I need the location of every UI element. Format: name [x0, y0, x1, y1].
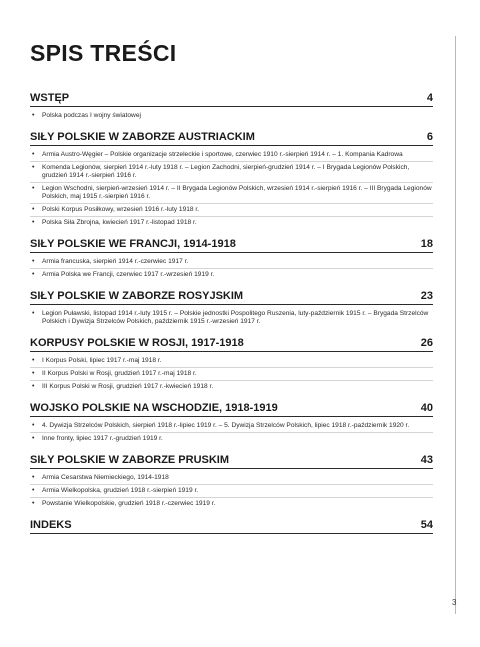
- list-item-text: Armia francuska, sierpień 1914 r.-czerwiec 1917 r.: [42, 258, 189, 265]
- section-heading: INDEKS: [30, 519, 72, 531]
- list-item: [30, 269, 433, 281]
- list-item: [30, 183, 433, 204]
- section-heading-row: [30, 238, 433, 253]
- list-item-text: Armia Cesarstwa Niemieckiego, 1914-1918: [42, 474, 169, 481]
- section-page-number: 54: [420, 519, 433, 531]
- section-heading: SIŁY POLSKIE W ZABORZE ROSYJSKIM: [30, 290, 244, 302]
- list-item: [30, 498, 433, 510]
- toc-section: [30, 402, 433, 445]
- section-page-number: 4: [426, 92, 433, 104]
- bullet-icon: •: [32, 164, 35, 171]
- list-item: [30, 433, 433, 445]
- list-item: [30, 162, 433, 183]
- section-item-list: [30, 420, 433, 445]
- list-item-text: Powstanie Wielkopolskie, grudzień 1918 r.-czerwiec 1919 r.: [42, 500, 216, 507]
- bullet-icon: •: [32, 383, 35, 390]
- section-heading-row: [30, 519, 433, 534]
- section-item-list: [30, 308, 433, 328]
- section-heading-row: [30, 92, 433, 107]
- bullet-icon: •: [32, 271, 35, 278]
- list-item: [30, 420, 433, 433]
- toc-section: [30, 519, 433, 534]
- list-item: [30, 256, 433, 269]
- list-item: [30, 472, 433, 485]
- section-heading: KORPUSY POLSKIE W ROSJI, 1917-1918: [30, 337, 244, 349]
- toc-section: [30, 290, 433, 328]
- bullet-icon: •: [32, 310, 35, 317]
- list-item-text: I Korpus Polski, lipiec 1917 r.-maj 1918 r.: [42, 357, 162, 364]
- section-heading-row: [30, 454, 433, 469]
- list-item: [30, 368, 433, 381]
- section-page-number: 43: [420, 454, 433, 466]
- list-item-text: Polska Siła Zbrojna, kwiecień 1917 r.-listopad 1918 r.: [42, 219, 197, 226]
- section-heading-row: [30, 290, 433, 305]
- list-item: [30, 355, 433, 368]
- bullet-icon: •: [32, 370, 35, 377]
- section-item-list: [30, 472, 433, 510]
- list-item-text: Armia Wielkopolska, grudzień 1918 r.-sierpień 1919 r.: [42, 487, 199, 494]
- section-page-number: 6: [426, 131, 433, 143]
- bullet-icon: •: [32, 422, 35, 429]
- bullet-icon: •: [32, 474, 35, 481]
- list-item: [30, 485, 433, 498]
- list-item-text: Armia Austro-Węgier – Polskie organizacje strzeleckie i sportowe, czerwiec 1910 r.-sierpień 1914 r. – 1. Kompania Kadrowa: [42, 151, 403, 158]
- toc-section: [30, 337, 433, 393]
- list-item-text: II Korpus Polski w Rosji, grudzień 1917 r.-maj 1918 r.: [42, 370, 197, 377]
- list-item: [30, 110, 433, 122]
- list-item-text: III Korpus Polski w Rosji, grudzień 1917 r.-kwiecień 1918 r.: [42, 383, 214, 390]
- list-item-text: Polski Korpus Posiłkowy, wrzesień 1916 r.-luty 1918 r.: [42, 206, 200, 213]
- table-of-contents: [30, 92, 433, 543]
- bullet-icon: •: [32, 357, 35, 364]
- list-item: [30, 217, 433, 229]
- bullet-icon: •: [32, 185, 35, 192]
- section-heading: SIŁY POLSKIE W ZABORZE AUSTRIACKIM: [30, 131, 255, 143]
- section-heading: WOJSKO POLSKIE NA WSCHODZIE, 1918-1919: [30, 402, 278, 414]
- bullet-icon: •: [32, 112, 35, 119]
- section-heading-row: [30, 337, 433, 352]
- section-heading: SIŁY POLSKIE W ZABORZE PRUSKIM: [30, 454, 230, 466]
- toc-section: [30, 238, 433, 281]
- list-item-text: Legion Wschodni, sierpień-wrzesień 1914 r. – II Brygada Legionów Polskich, wrzesień 1914 r.-sierpień 1916 r. – III Brygada Legionów Polskich, maj 1915 r.-sierpień 1916 r.: [42, 185, 432, 200]
- section-item-list: [30, 110, 433, 122]
- section-item-list: [30, 149, 433, 229]
- right-margin-rule: [455, 36, 456, 614]
- bullet-icon: •: [32, 500, 35, 507]
- list-item-text: Komenda Legionów, sierpień 1914 r.-luty 1918 r. – Legion Zachodni, sierpień-grudzień 1914 r. – I Brygada Legionów Polskich, grudzień 1914 r.-sierpień 1916 r.: [42, 164, 410, 179]
- page-number: 3: [452, 598, 457, 607]
- bullet-icon: •: [32, 219, 35, 226]
- section-item-list: [30, 256, 433, 281]
- bullet-icon: •: [32, 435, 35, 442]
- section-page-number: 23: [420, 290, 433, 302]
- list-item: [30, 204, 433, 217]
- list-item: [30, 149, 433, 162]
- list-item: [30, 308, 433, 328]
- bullet-icon: •: [32, 151, 35, 158]
- list-item-text: Polska podczas I wojny światowej: [42, 112, 141, 119]
- list-item-text: Armia Polska we Francji, czerwiec 1917 r.-wrzesień 1919 r.: [42, 271, 215, 278]
- list-item: [30, 381, 433, 393]
- toc-section: [30, 131, 433, 229]
- bullet-icon: •: [32, 206, 35, 213]
- section-page-number: 40: [420, 402, 433, 414]
- section-item-list: [30, 355, 433, 393]
- section-heading-row: [30, 402, 433, 417]
- list-item-text: Legion Puławski, listopad 1914 r.-luty 1915 r. – Polskie jednostki Pospolitego Ruszenia, luty-październik 1915 r. – Brygada Strzelców Polskich i Dywizja Strzelców Polskich, październik 1915 r.-wrzesień 1917 r.: [42, 310, 429, 325]
- toc-section: [30, 454, 433, 510]
- list-item-text: 4. Dywizja Strzelców Polskich, sierpień 1918 r.-lipiec 1919 r. – 5. Dywizja Strzelców Polskich, lipiec 1918 r.-październik 1920 r.: [42, 422, 410, 429]
- bullet-icon: •: [32, 487, 35, 494]
- section-heading: SIŁY POLSKIE WE FRANCJI, 1914-1918: [30, 238, 236, 250]
- section-page-number: 18: [420, 238, 433, 250]
- page-title: SPIS TREŚCI: [30, 40, 177, 66]
- section-page-number: 26: [420, 337, 433, 349]
- toc-section: [30, 92, 433, 122]
- bullet-icon: •: [32, 258, 35, 265]
- list-item-text: Inne fronty, lipiec 1917 r.-grudzień 1919 r.: [42, 435, 163, 442]
- section-heading-row: [30, 131, 433, 146]
- section-heading: WSTĘP: [30, 92, 70, 104]
